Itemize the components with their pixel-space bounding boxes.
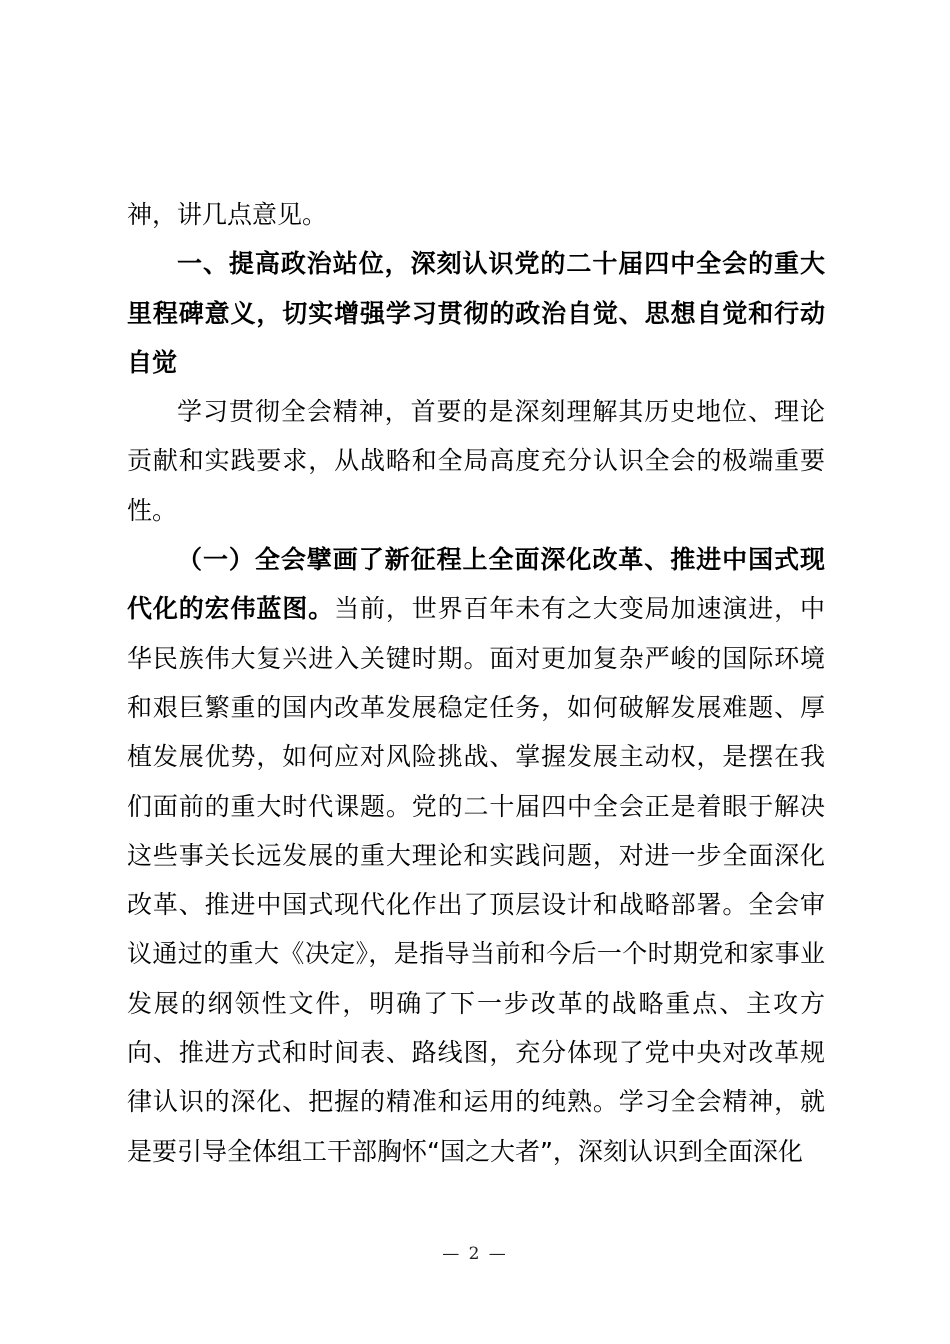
paragraph-continuation: 神，讲几点意见。 xyxy=(127,200,328,229)
document-body xyxy=(127,190,825,1176)
section-heading-1: 一、提高政治站位，深刻认识党的二十届四中全会的重大里程碑意义，切实增强学习贯彻的政治自觉、思想自觉和行动自觉 xyxy=(127,249,825,377)
paragraph-intro: 学习贯彻全会精神，首要的是深刻理解其历史地位、理论贡献和实践要求，从战略和全局高度充分认识全会的极端重要性。 xyxy=(127,397,825,525)
point-1-body: 当前，世界百年未有之大变局加速演进，中华民族伟大复兴进入关键时期。面对更加复杂严峻的国际环境和艰巨繁重的国内改革发展稳定任务，如何破解发展难题、厚植发展优势，如何应对风险挑战、掌握发展主动权，是摆在我们面前的重大时代课题。党的二十届四中全会正是着眼于解决这些事关长远发展的重大理论和实践问题，对进一步全面深化改革、推进中国式现代化作出了顶层设计和战略部署。全会审议通过的重大《决定》，是指导当前和今后一个时期党和家事业发展的纲领性文件，明确了下一步改革的战略重点、主攻方向、推进方式和时间表、路线图，充分体现了党中央对改革规律认识的深化、把握的精准和运用的纯熟。学习全会精神，就是要引导全体组工干部胸怀“国之大者”，深刻认识到全面深化 xyxy=(127,594,825,1166)
paragraph-point-1 xyxy=(127,535,825,1176)
page-number: — 2 — xyxy=(442,1244,508,1264)
point-1-lead: （一）全会擘画了新征程上全面深化改革、推进中国式现代化的宏伟蓝图。 xyxy=(127,545,825,624)
